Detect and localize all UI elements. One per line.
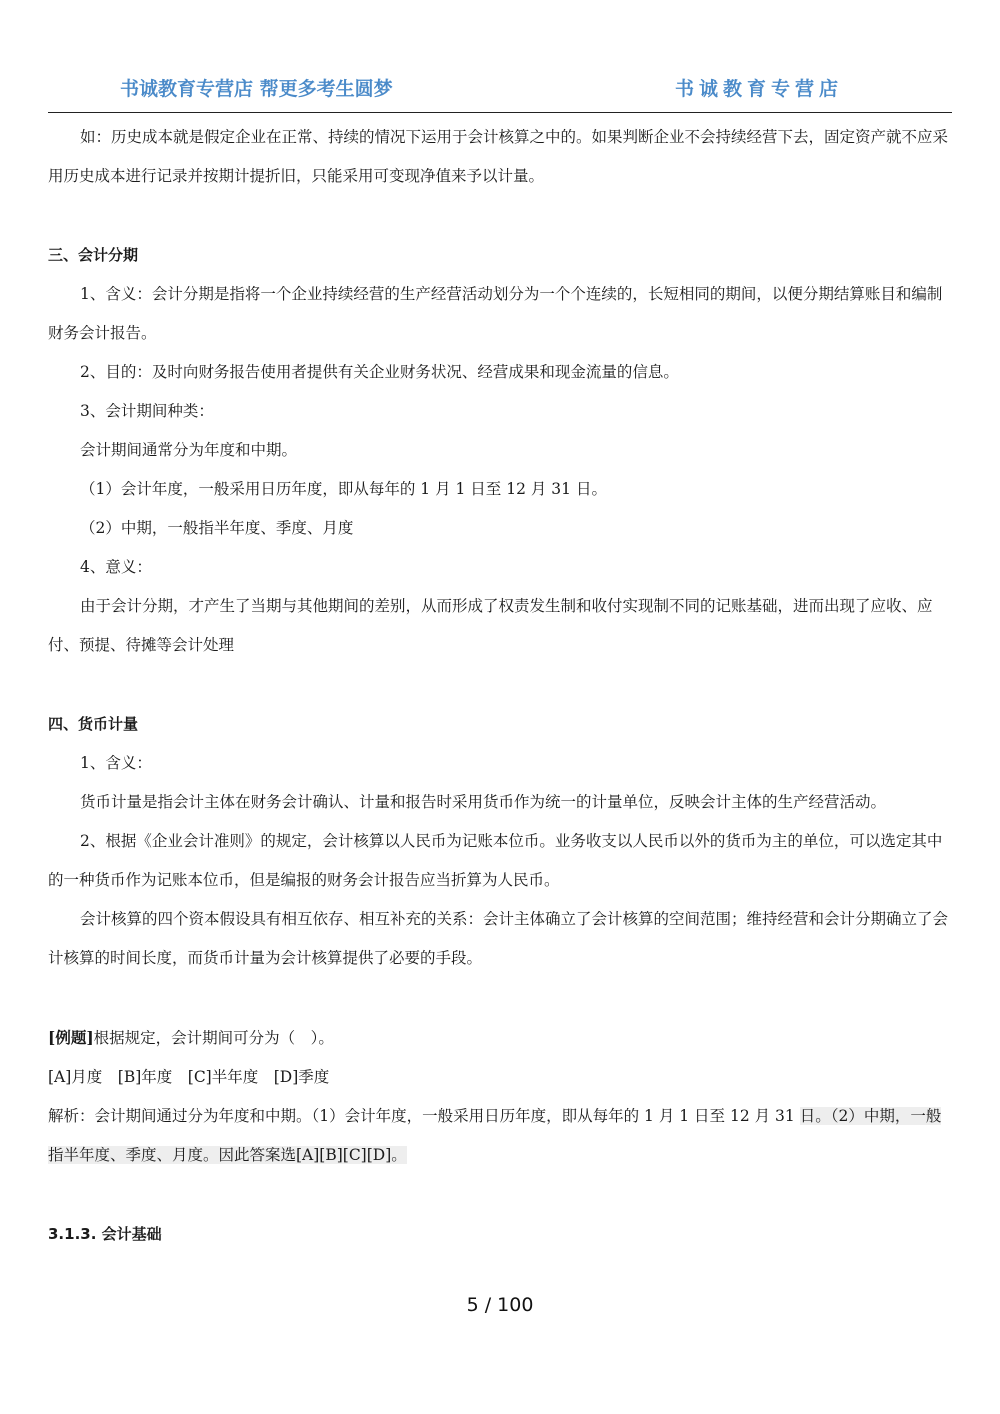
- example-analysis: [48, 1097, 952, 1175]
- section-4-p4: 会计核算的四个资本假设具有相互依存、相互补充的关系：会计主体确立了会计核算的空间范围；维持经营和会计分期确立了会计核算的时间长度，而货币计量为会计核算提供了必要的手段。: [48, 910, 949, 967]
- section-4-p3: 2、根据《企业会计准则》的规定，会计核算以人民币为记账本位币。业务收支以人民币以外的货币为主的单位，可以选定其中的一种货币作为记账本位币，但是编报的财务会计报告应当折算为人民币。: [48, 832, 943, 889]
- section-3-p3: 3、会计期间种类：: [80, 402, 214, 420]
- section-3-p8: 由于会计分期，才产生了当期与其他期间的差别，从而形成了权责发生制和收付实现制不同的记账基础，进而出现了应收、应付、预提、待摊等会计处理: [48, 597, 933, 654]
- page-header: [48, 64, 952, 113]
- example-label: [例题]: [48, 1028, 94, 1047]
- example-question-text: 根据规定，会计期间可分为（ ）。: [93, 1029, 334, 1047]
- section-3-heading: 三、会计分期: [48, 246, 139, 264]
- section-3-p1: 1、含义：会计分期是指将一个企业持续经营的生产经营活动划分为一个个连续的，长短相同的期间，以便分期结算账目和编制财务会计报告。: [48, 285, 943, 342]
- section-3-p7: 4、意义：: [80, 558, 152, 576]
- section-4-p1: 1、含义：: [80, 754, 152, 772]
- analysis-text-b: 日。（2）: [799, 1107, 864, 1125]
- intro-paragraph: 如：历史成本就是假定企业在正常、持续的情况下运用于会计核算之中的。如果判断企业不会持续经营下去，固定资产就不应采用历史成本进行记录并按期计提折旧，只能采用可变现净值来予以计量。: [48, 128, 949, 185]
- header-left-text: 书诚教育专营店 帮更多考生圆梦: [120, 78, 393, 100]
- section-4-heading: 四、货币计量: [48, 715, 139, 733]
- page-number: 5 / 100: [466, 1294, 534, 1316]
- section-3-p6: （2）中期，一般指半年度、季度、月度: [80, 519, 354, 537]
- section-3-p2: 2、目的：及时向财务报告使用者提供有关企业财务状况、经营成果和现金流量的信息。: [80, 363, 679, 381]
- analysis-text-c: 中期，一般指半年度、季度、月度。因此答案选[A][B][C][D]。: [48, 1107, 942, 1164]
- header-right-text: 书诚教育专营店: [675, 78, 844, 100]
- example-question: [48, 1018, 952, 1058]
- analysis-text-a: 解析：会计期间通过分为年度和中期。（1）会计年度，一般采用日历年度，即从每年的 1 月 1 日至 12 月 31: [48, 1107, 800, 1125]
- document-body: [48, 118, 952, 1254]
- section-3-p5: （1）会计年度，一般采用日历年度，即从每年的 1 月 1 日至 12 月 31 日。: [80, 480, 607, 498]
- section-4-p2: 货币计量是指会计主体在财务会计确认、计量和报告时采用货币作为统一的计量单位，反映会计主体的生产经营活动。: [80, 793, 887, 811]
- example-options: [A]月度 [B]年度 [C]半年度 [D]季度: [48, 1068, 330, 1086]
- section-3-p4: 会计期间通常分为年度和中期。: [80, 441, 298, 459]
- next-section-heading: 3.1.3. 会计基础: [48, 1225, 162, 1243]
